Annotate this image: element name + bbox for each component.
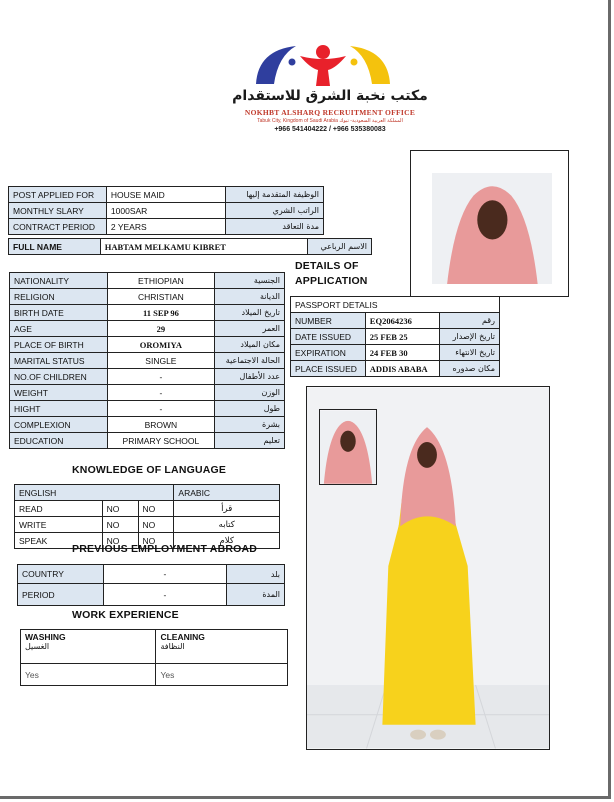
passport-number-value: EQ2064236 [365,313,440,329]
nationality-ar: الجنسية [215,273,285,289]
period-ar: المدة [227,584,285,606]
height-label: HIGHT [10,401,108,417]
complexion-ar: بشرة [215,417,285,433]
nationality-value: ETHIOPIAN [107,273,215,289]
birthplace-label: PLACE OF BIRTH [10,337,108,353]
table-row [291,329,500,345]
table-row [10,321,285,337]
table-row [9,187,324,203]
table-row [18,565,285,584]
country-ar: بلد [227,565,285,584]
marital-value: SINGLE [107,353,215,369]
nationality-label: NATIONALITY [10,273,108,289]
religion-label: RELIGION [10,289,108,305]
table-row [9,239,372,255]
fullname-ar: الاسم الرباعي [308,239,372,255]
table-row [15,485,280,501]
table-row [10,417,285,433]
height-ar: طول [215,401,285,417]
logo-english-name: NOKHBT ALSHARQ RECRUITMENT OFFICE [244,108,416,117]
speak-ar: كلام [174,533,280,549]
passport-number-label: NUMBER [291,313,366,329]
education-value: PRIMARY SCHOOL [107,433,215,449]
write-arb: NO [138,517,174,533]
speak-label: SPEAK [15,533,103,549]
passport-place-value: ADDIS ABABA [365,361,440,377]
washing-value: Yes [21,664,156,686]
children-ar: عدد الأطفال [215,369,285,385]
experience-table [20,629,288,686]
passport-number-ar: رقم [440,313,500,329]
table-row [18,584,285,606]
birthplace-value: OROMIYA [107,337,215,353]
complexion-value: BROWN [107,417,215,433]
age-ar: العمر [215,321,285,337]
salary-ar: الراتب الشري [226,203,324,219]
speak-en: NO [102,533,138,549]
company-logo [200,40,460,136]
portrait-photo-frame [410,150,569,297]
table-row [10,401,285,417]
table-row [10,433,285,449]
table-row [10,273,285,289]
fullbody-photo-frame [306,386,550,750]
table-row [15,501,280,517]
country-value: - [103,565,226,584]
marital-label: MARITAL STATUS [10,353,108,369]
birthdate-value: 11 SEP 96 [107,305,215,321]
cleaning-cell [156,630,288,664]
write-en: NO [102,517,138,533]
table-row [10,369,285,385]
write-ar: كتابه [174,517,280,533]
children-value: - [107,369,215,385]
language-heading: KNOWLEDGE OF LANGUAGE [72,464,227,476]
cleaning-label: CLEANING [160,632,205,642]
age-value: 29 [107,321,215,337]
fullname-label: FULL NAME [9,239,101,255]
table-row [10,337,285,353]
table-row [291,297,500,313]
passport-expiry-value: 24 FEB 30 [365,345,440,361]
passport-expiry-ar: تاريخ الانتهاء [440,345,500,361]
height-value: - [107,401,215,417]
read-arb: NO [138,501,174,517]
table-row [21,630,288,664]
weight-label: WEIGHT [10,385,108,401]
passport-issued-ar: تاريخ الإصدار [440,329,500,345]
table-row [10,305,285,321]
cleaning-value: Yes [156,664,288,686]
washing-label: WASHING [25,632,66,642]
passport-table [290,296,500,377]
personal-table [9,272,285,449]
table-row [15,517,280,533]
table-row [10,353,285,369]
post-applied-value: HOUSE MAID [106,187,225,203]
inset-portrait-frame [319,409,377,485]
table-row [10,385,285,401]
education-ar: تعليم [215,433,285,449]
washing-ar: الغسيل [25,642,50,651]
english-header: ENGLISH [15,485,174,501]
contract-value: 2 YEARS [106,219,225,235]
children-label: NO.OF CHILDREN [10,369,108,385]
table-row [10,289,285,305]
logo-phones: +966 541404222 / +966 535380083 [274,126,386,133]
birthplace-ar: مكان الميلاد [215,337,285,353]
post-applied-ar: الوظيفة المتقدمة إليها [226,187,324,203]
table-row [9,203,324,219]
job-table [8,186,324,235]
employment-table [17,564,285,606]
period-label: PERIOD [18,584,104,606]
experience-heading: WORK EXPERIENCE [72,609,179,621]
salary-value: 1000SAR [106,203,225,219]
religion-ar: الديانة [215,289,285,305]
passport-title: PASSPORT DETALIS [291,297,500,313]
passport-place-ar: مكان صدوره [440,361,500,377]
contract-label: CONTRACT PERIOD [9,219,107,235]
age-label: AGE [10,321,108,337]
weight-value: - [107,385,215,401]
read-en: NO [102,501,138,517]
write-label: WRITE [15,517,103,533]
cleaning-ar: النظافة [160,642,185,651]
table-row [21,664,288,686]
passport-issued-label: DATE ISSUED [291,329,366,345]
read-label: READ [15,501,103,517]
washing-cell [21,630,156,664]
passport-place-label: PLACE ISSUED [291,361,366,377]
speak-arb: NO [138,533,174,549]
employment-heading: PREVIOUS EMPLOYMENT ABROAD [72,543,258,555]
table-row [291,345,500,361]
contract-ar: مدة التعاقد [226,219,324,235]
complexion-label: COMPLEXION [10,417,108,433]
fullname-value: HABTAM MELKAMU KIBRET [100,239,307,255]
arabic-header: ARABIC [174,485,280,501]
details-heading: DETAILS OF APPLICATION [295,260,368,287]
portrait-photo [432,162,552,295]
period-value: - [103,584,226,606]
table-row [9,219,324,235]
read-ar: قرأ [174,501,280,517]
country-label: COUNTRY [18,565,104,584]
logo-emblem-icon [248,40,398,88]
weight-ar: الوزن [215,385,285,401]
religion-value: CHRISTIAN [107,289,215,305]
passport-expiry-label: EXPIRATION [291,345,366,361]
fullname-table [8,238,372,255]
logo-address: Tabuk City, Kingdom of Saudi Arabia المملكة العربية السعودية- تبوك [257,118,403,124]
education-label: EDUCATION [10,433,108,449]
salary-label: MONTHLY SLARY [9,203,107,219]
birthdate-label: BIRTH DATE [10,305,108,321]
marital-ar: الحالة الاجتماعية [215,353,285,369]
birthdate-ar: تاريخ الميلاد [215,305,285,321]
table-row [291,361,500,377]
language-table [14,484,280,549]
passport-issued-value: 25 FEB 25 [365,329,440,345]
post-applied-label: POST APPLIED FOR [9,187,107,203]
logo-arabic-name: مكتب نخبة الشرق للاستقدام [232,88,428,104]
table-row [291,313,500,329]
inset-portrait-photo [320,410,376,484]
